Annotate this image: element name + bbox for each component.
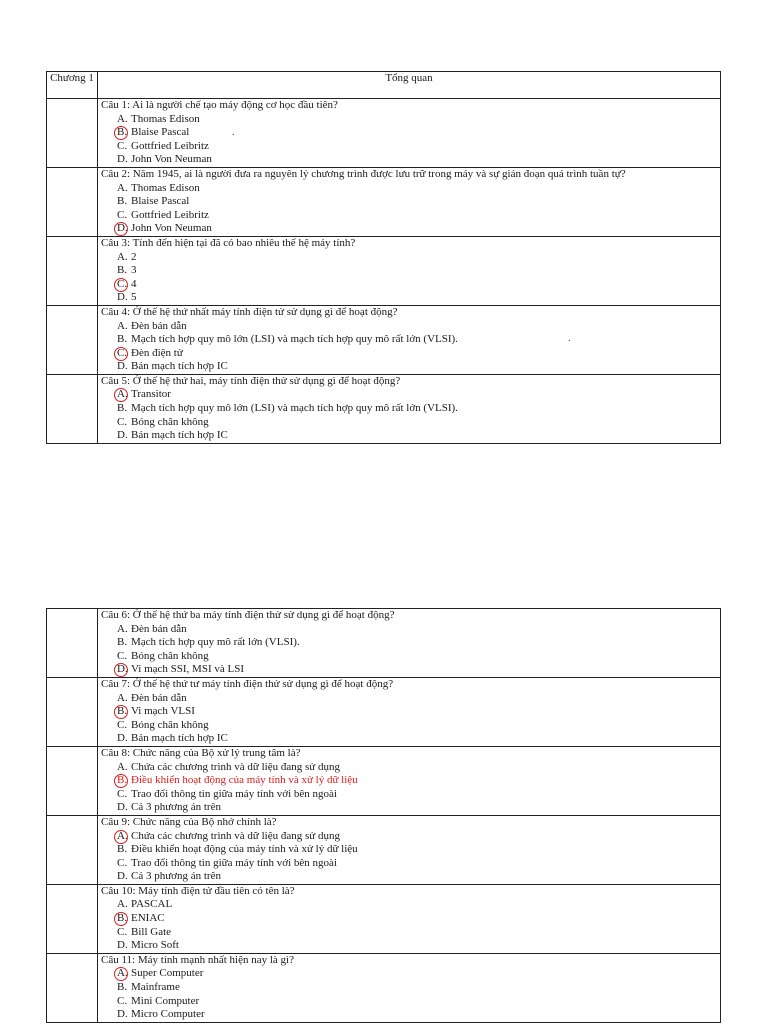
answer-letter: A. bbox=[117, 250, 128, 263]
answer-option bbox=[98, 663, 720, 677]
chapter-cell bbox=[47, 374, 98, 443]
answer-option bbox=[98, 939, 720, 953]
answer-text: Mạch tích hợp quy mô lớn (LSI) và mạch tích hợp quy mô rất lớn (VLSI). bbox=[131, 402, 458, 415]
answer-letter: D. bbox=[117, 732, 128, 745]
answer-text: PASCAL bbox=[131, 898, 173, 911]
answer-letter: A. bbox=[117, 112, 128, 125]
answer-text: Bill Gate bbox=[131, 925, 172, 938]
selected-answer-letter: B. bbox=[117, 774, 131, 788]
answer-letter: B. bbox=[117, 333, 128, 346]
answer-option bbox=[98, 788, 720, 802]
question-text: Câu 11: Máy tính mạnh nhất hiện nay là gì? bbox=[101, 953, 294, 966]
answer-letter: B. bbox=[117, 195, 128, 208]
question-cell bbox=[98, 746, 721, 815]
scan-speck: . bbox=[232, 127, 235, 138]
question-table-1 bbox=[46, 71, 721, 444]
answer-option bbox=[98, 761, 720, 775]
answer-text: Chứa các chương trình và dữ liệu đang sử dụng bbox=[131, 760, 340, 773]
answer-option bbox=[98, 981, 720, 995]
answer-letter: B. bbox=[117, 264, 128, 277]
question-row bbox=[47, 374, 721, 443]
question-text: Câu 1: Ai là người chế tạo máy động cơ học đầu tiên? bbox=[101, 99, 338, 111]
answer-text: Mini Computer bbox=[131, 994, 200, 1007]
answer-text: ENIAC bbox=[131, 912, 165, 925]
chapter-label: Chương 1 bbox=[47, 72, 98, 99]
selected-answer-letter: B. bbox=[117, 126, 131, 140]
answer-option bbox=[98, 113, 720, 127]
answer-text: Mainframe bbox=[131, 981, 180, 994]
answer-letter: D. bbox=[117, 360, 128, 373]
answer-letter: C. bbox=[117, 718, 128, 731]
question-text: Câu 2: Năm 1945, ai là người đưa ra nguyên lý chương trình được lưu trữ trong máy và sự gián đoạn quá trình tuần tự? bbox=[101, 167, 626, 180]
answer-letter: B. bbox=[117, 843, 128, 856]
answer-text: Gottfried Leibritz bbox=[131, 208, 209, 221]
selected-answer-letter: C. bbox=[117, 347, 131, 361]
answer-option bbox=[98, 429, 720, 443]
selected-answer-letter: D. bbox=[117, 663, 131, 677]
answer-text: Cả 3 phương án trên bbox=[131, 870, 221, 883]
answer-text: Cả 3 phương án trên bbox=[131, 801, 221, 814]
answer-option bbox=[98, 719, 720, 733]
answer-letter: A. bbox=[117, 622, 128, 635]
answer-text: Blaise Pascal bbox=[131, 195, 190, 208]
question-text: Câu 8: Chức năng của Bộ xử lý trung tâm là? bbox=[101, 746, 301, 759]
answer-letter: B. bbox=[117, 402, 128, 415]
question-cell bbox=[98, 677, 721, 746]
answer-text: John Von Neuman bbox=[131, 153, 212, 166]
question-cell bbox=[98, 305, 721, 374]
chapter-cell bbox=[47, 815, 98, 884]
answer-option bbox=[98, 126, 720, 140]
answer-text: 3 bbox=[131, 264, 137, 277]
question-text: Câu 6: Ở thế hệ thứ ba máy tính điện thử sử dụng gì để hoạt động? bbox=[101, 609, 395, 621]
answer-letter: C. bbox=[117, 925, 128, 938]
question-text: Câu 10: Máy tính điện tử đầu tiên có tên là? bbox=[101, 884, 295, 897]
question-row bbox=[47, 746, 721, 815]
answer-option bbox=[98, 898, 720, 912]
scan-speck: . bbox=[568, 333, 571, 344]
answer-text: Mạch tích hợp quy mô rất lớn (VLSI). bbox=[131, 636, 300, 649]
answer-text: Chứa các chương trình và dữ liệu đang sử dụng bbox=[131, 829, 340, 842]
answer-letter: C. bbox=[117, 649, 128, 662]
answer-option bbox=[98, 1008, 720, 1022]
answer-text: Điều khiển hoạt động của máy tính và xử lý dữ liệu bbox=[131, 774, 358, 787]
answer-letter: A. bbox=[117, 181, 128, 194]
answer-option bbox=[98, 320, 720, 334]
question-cell bbox=[98, 236, 721, 305]
question-row bbox=[47, 236, 721, 305]
answer-text: Đèn bán dẫn bbox=[131, 622, 187, 635]
answer-text: Micro Computer bbox=[131, 1008, 205, 1021]
answer-text: 2 bbox=[131, 250, 137, 263]
answer-text: Gottfried Leibritz bbox=[131, 139, 209, 152]
answer-option bbox=[98, 388, 720, 402]
answer-text: Trao đổi thông tin giữa máy tính với bên ngoài bbox=[131, 856, 337, 869]
answer-letter: C. bbox=[117, 856, 128, 869]
answer-option bbox=[98, 692, 720, 706]
answer-text: Bóng chân không bbox=[131, 649, 209, 662]
answer-text: John Von Neuman bbox=[131, 222, 212, 235]
answer-letter: D. bbox=[117, 153, 128, 166]
selected-answer-letter: B. bbox=[117, 912, 131, 926]
question-row bbox=[47, 677, 721, 746]
question-row bbox=[47, 609, 721, 678]
question-text: Câu 3: Tính đến hiện tại đã có bao nhiêu thế hệ máy tính? bbox=[101, 236, 356, 249]
answer-option bbox=[98, 264, 720, 278]
answer-option bbox=[98, 705, 720, 719]
answer-letter: C. bbox=[117, 139, 128, 152]
answer-letter: D. bbox=[117, 870, 128, 883]
question-table-2 bbox=[46, 608, 721, 1023]
selected-answer-letter: C. bbox=[117, 278, 131, 292]
question-row bbox=[47, 815, 721, 884]
answer-letter: D. bbox=[117, 801, 128, 814]
answer-option bbox=[98, 857, 720, 871]
question-cell bbox=[98, 609, 721, 678]
answer-option bbox=[98, 251, 720, 265]
answer-option bbox=[98, 801, 720, 815]
question-cell bbox=[98, 815, 721, 884]
answer-text: Micro Soft bbox=[131, 939, 179, 952]
answer-letter: C. bbox=[117, 787, 128, 800]
answer-option bbox=[98, 140, 720, 154]
answer-option bbox=[98, 843, 720, 857]
chapter-cell bbox=[47, 677, 98, 746]
answer-option bbox=[98, 830, 720, 844]
answer-option bbox=[98, 347, 720, 361]
question-cell bbox=[98, 953, 721, 1022]
selected-answer-letter: A. bbox=[117, 967, 131, 981]
answer-option bbox=[98, 912, 720, 926]
answer-option bbox=[98, 153, 720, 167]
answer-text: Thomas Edison bbox=[131, 112, 200, 125]
question-row bbox=[47, 884, 721, 953]
answer-letter: D. bbox=[117, 939, 128, 952]
question-text: Câu 4: Ở thế hệ thứ nhất máy tính điện tử sử dụng gì để hoạt động? bbox=[101, 305, 398, 318]
answer-letter: A. bbox=[117, 319, 128, 332]
answer-option bbox=[98, 774, 720, 788]
answer-text: Bóng chân không bbox=[131, 718, 209, 731]
table-header-row bbox=[47, 72, 721, 99]
answer-letter: C. bbox=[117, 208, 128, 221]
answer-text: Vi mạch SSI, MSI và LSI bbox=[131, 663, 245, 676]
question-text: Câu 9: Chức năng của Bộ nhớ chính là? bbox=[101, 815, 277, 828]
answer-option bbox=[98, 360, 720, 374]
question-cell bbox=[98, 167, 721, 236]
answer-letter: A. bbox=[117, 760, 128, 773]
chapter-cell bbox=[47, 884, 98, 953]
answer-letter: B. bbox=[117, 636, 128, 649]
answer-text: Đèn điện tử bbox=[131, 346, 183, 359]
question-cell bbox=[98, 374, 721, 443]
question-row bbox=[47, 167, 721, 236]
answer-text: Bản mạch tích hợp IC bbox=[131, 732, 228, 745]
answer-option bbox=[98, 291, 720, 305]
answer-option bbox=[98, 623, 720, 637]
answer-text: Mạch tích hợp quy mô lớn (LSI) và mạch tích hợp quy mô rất lớn (VLSI). bbox=[131, 333, 458, 346]
answer-text: 4 bbox=[131, 277, 137, 290]
question-row bbox=[47, 953, 721, 1022]
answer-option bbox=[98, 278, 720, 292]
answer-letter: B. bbox=[117, 981, 128, 994]
chapter-cell bbox=[47, 746, 98, 815]
answer-text: 5 bbox=[131, 291, 137, 304]
answer-option bbox=[98, 222, 720, 236]
question-row bbox=[47, 99, 721, 168]
question-row bbox=[47, 305, 721, 374]
answer-option bbox=[98, 416, 720, 430]
chapter-cell bbox=[47, 236, 98, 305]
answer-letter: C. bbox=[117, 415, 128, 428]
answer-option bbox=[98, 650, 720, 664]
selected-answer-letter: D. bbox=[117, 222, 131, 236]
answer-letter: D. bbox=[117, 291, 128, 304]
answer-text: Super Computer bbox=[131, 967, 204, 980]
chapter-cell bbox=[47, 167, 98, 236]
chapter-cell bbox=[47, 305, 98, 374]
answer-option bbox=[98, 995, 720, 1009]
answer-option bbox=[98, 870, 720, 884]
question-cell bbox=[98, 884, 721, 953]
selected-answer-letter: B. bbox=[117, 705, 131, 719]
question-text: Câu 7: Ở thế hệ thứ tư máy tính điện thử sử dụng gì để hoạt động? bbox=[101, 677, 394, 690]
answer-letter: C. bbox=[117, 994, 128, 1007]
answer-option bbox=[98, 195, 720, 209]
chapter-cell bbox=[47, 609, 98, 678]
question-text: Câu 5: Ở thế hệ thứ hai, máy tính điện thử sử dụng gì để hoạt động? bbox=[101, 374, 401, 387]
section-title: Tổng quan bbox=[98, 72, 721, 99]
chapter-cell bbox=[47, 953, 98, 1022]
answer-option bbox=[98, 402, 720, 416]
answer-letter: A. bbox=[117, 691, 128, 704]
answer-option bbox=[98, 967, 720, 981]
answer-option bbox=[98, 209, 720, 223]
answer-option bbox=[98, 926, 720, 940]
selected-answer-letter: A. bbox=[117, 830, 131, 844]
selected-answer-letter: A. bbox=[117, 388, 131, 402]
answer-option bbox=[98, 182, 720, 196]
answer-text: Bản mạch tích hợp IC bbox=[131, 360, 228, 373]
answer-text: Thomas Edison bbox=[131, 181, 200, 194]
answer-letter: D. bbox=[117, 1008, 128, 1021]
answer-text: Transitor bbox=[131, 388, 171, 401]
answer-letter: A. bbox=[117, 898, 128, 911]
answer-text: Điều khiển hoạt động của máy tính và xử lý dữ liệu bbox=[131, 843, 358, 856]
answer-option bbox=[98, 636, 720, 650]
answer-text: Vi mạch VLSI bbox=[131, 705, 195, 718]
answer-option bbox=[98, 333, 720, 347]
question-cell bbox=[98, 99, 721, 168]
chapter-cell bbox=[47, 99, 98, 168]
answer-text: Trao đổi thông tin giữa máy tính với bên ngoài bbox=[131, 787, 337, 800]
answer-option bbox=[98, 732, 720, 746]
answer-text: Bóng chân không bbox=[131, 415, 209, 428]
answer-letter: D. bbox=[117, 429, 128, 442]
answer-text: Blaise Pascal bbox=[131, 126, 190, 139]
answer-text: Đèn bán dẫn bbox=[131, 319, 187, 332]
answer-text: Bản mạch tích hợp IC bbox=[131, 429, 228, 442]
answer-text: Đèn bán dẫn bbox=[131, 691, 187, 704]
